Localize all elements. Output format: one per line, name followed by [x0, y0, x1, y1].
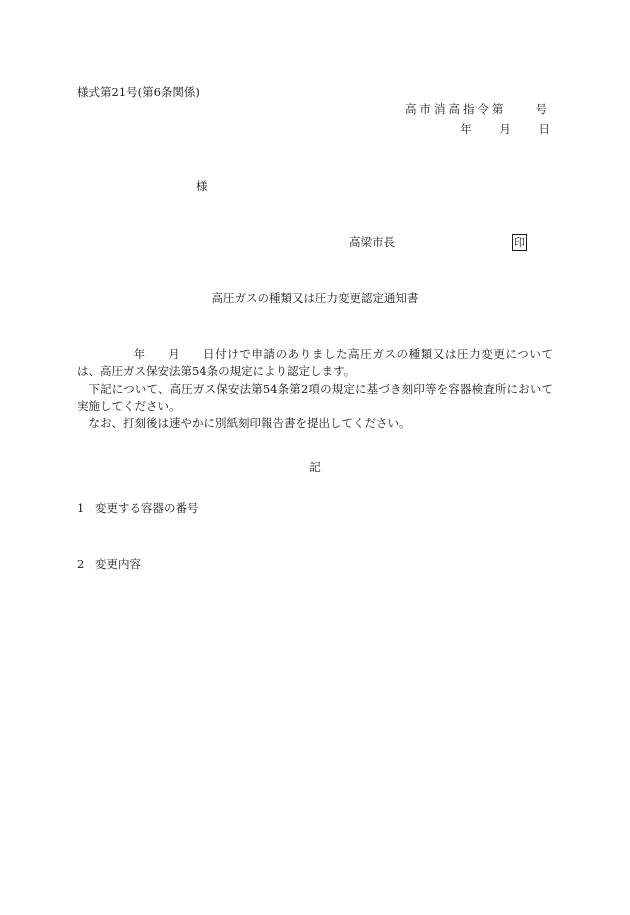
seal-mark: 印	[514, 236, 525, 249]
addressee-suffix: 様	[196, 179, 208, 193]
date-day: 日	[538, 122, 550, 136]
body-paragraph-3: なお、打刻後は速やかに別紙刻印報告書を提出してください。	[88, 416, 411, 430]
list-item	[77, 556, 141, 573]
form-number: 様式第21号(第6条関係)	[77, 85, 200, 99]
list-item	[77, 500, 199, 517]
body-year: 年	[133, 347, 146, 361]
body-text-1: 日付けで申請のありました高圧ガスの種類又は圧力変更については、高圧ガス保安法第54条の規定により認定します。	[77, 347, 554, 379]
date-month: 月	[499, 122, 511, 136]
item-label: 変更する容器の番号	[95, 501, 199, 515]
body-text	[77, 346, 553, 432]
date-year: 年	[460, 122, 472, 136]
ki-heading: 記	[309, 460, 321, 474]
body-paragraph-2: 下記について、高圧ガス保安法第54条第2項の規定に基づき刻印等を容器検査所において実施してください。	[77, 381, 553, 413]
document-title: 高圧ガスの種類又は圧力変更認定通知書	[211, 291, 419, 305]
issuer-name: 高梁市長	[349, 235, 395, 249]
issue-date	[460, 121, 550, 138]
body-month: 月	[167, 347, 181, 361]
document-number: 高市消高指令第 号	[405, 102, 550, 116]
item-number: 1	[77, 501, 85, 515]
item-label: 変更内容	[95, 557, 141, 571]
item-number: 2	[77, 557, 85, 571]
body-paragraph-1	[77, 346, 553, 381]
